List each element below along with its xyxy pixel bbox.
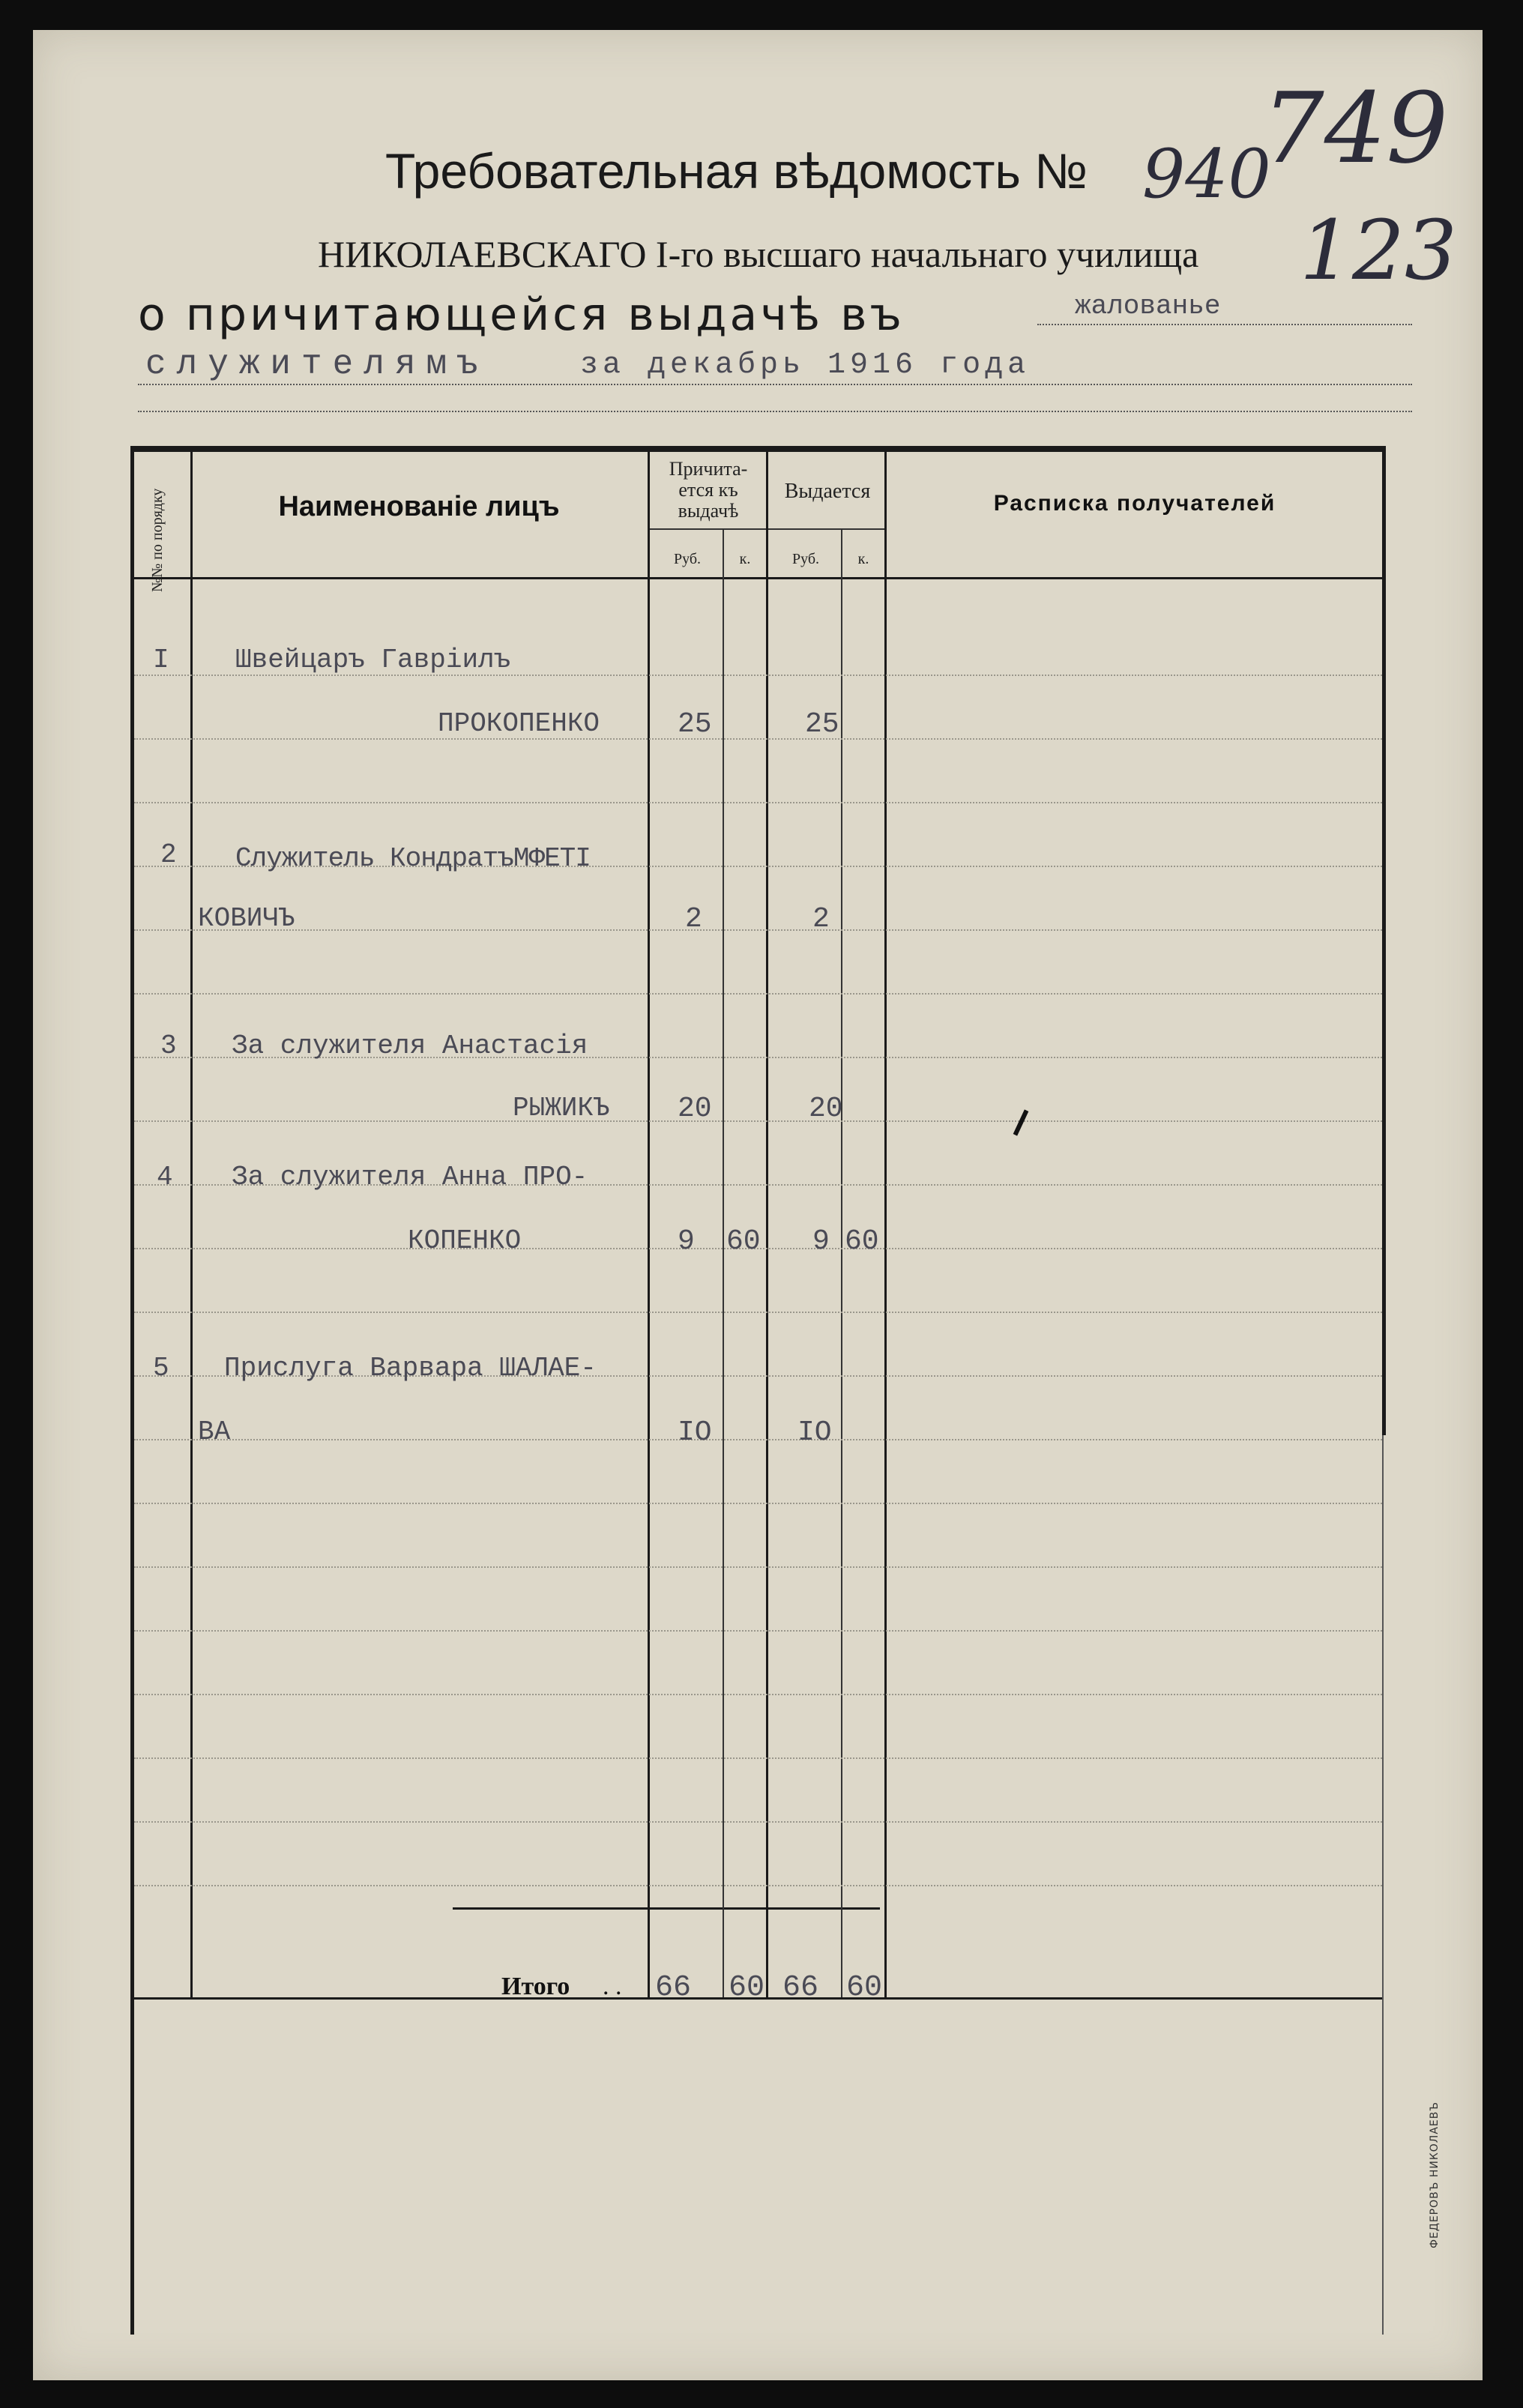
row-name-line1: Швейцаръ Гавріилъ [235,645,511,675]
pen-tick-mark [1013,1109,1029,1135]
total-leader-dots: . . [603,1973,622,2000]
purpose-prefix: о причитающейся выдачѣ въ [138,289,905,341]
row-number: 5 [153,1353,169,1383]
row-due-rub: IO [678,1416,712,1449]
subhead-due-kop: к. [739,551,751,567]
header-col-sign: Расписка получателей [993,491,1276,516]
row-number: I [153,645,169,675]
row-number: 2 [160,839,177,870]
col-line-paid [884,450,887,1997]
purpose-dotline [1037,324,1412,325]
row-paid-rub: 20 [809,1093,843,1125]
header-col-name: Наименованіе лицъ [278,491,560,522]
purpose-typed: жалованье [1075,291,1221,322]
row-due-rub: 25 [678,708,712,740]
document-sheet [33,30,1483,2380]
handwritten-side-number: 123 [1300,202,1457,298]
subhead-due-rub: Руб. [673,551,702,567]
row-due-kop: 60 [726,1225,761,1258]
row-due-rub: 20 [678,1093,712,1125]
subhead-paid-rub: Руб. [791,551,820,567]
header-col-paid: Выдается [784,480,871,503]
school-name: НИКОЛАЕВСКАГО I-го высшаго начальнаго училища [318,233,1199,275]
subhead-paid-kop: к. [857,551,869,567]
header-bottom-rule [134,577,1382,579]
header-col-no: №№ по порядку [149,488,166,592]
row-due-rub: 2 [685,903,702,935]
title-text: Требовательная вѣдомость № [385,143,1088,199]
row-name-line2: РЫЖИКЪ [513,1093,610,1123]
row-paid-rub: 25 [805,708,839,740]
subhead-line-paid [768,528,884,530]
col-line-no [190,450,193,1997]
row-name-line1: За служителя Анна ПРО- [232,1162,588,1192]
document-title [385,142,1150,199]
row-name-line2: ПРОКОПЕНКО [438,708,600,739]
header-col-due: Причита-ется къ выдачѣ [669,458,748,522]
col-line-due [766,450,768,1997]
table-right-border [1382,446,1386,1435]
subhead-line-due [650,528,766,530]
row-paid-kop: 60 [845,1225,879,1258]
row-paid-rub: 9 [812,1225,830,1258]
table-left-border [130,446,134,2335]
printer-mark: ФЕДЕРОВЪ НИКОЛАЕВЪ [1429,2101,1441,2248]
col-line-paid-kop [841,528,842,1997]
row-name-line2: ВА [198,1416,231,1447]
col-line-name [648,450,650,1997]
handwritten-number-large: 749 [1262,71,1449,185]
row-name-line1: За служителя Анастасія [232,1031,588,1061]
period-dotline [138,384,1412,385]
table-right-border-lower [1382,1435,1384,2335]
total-paid-rub: 66 [782,1971,819,2005]
total-rule [453,1907,880,1910]
row-name-line2: КОВИЧЪ [198,903,295,934]
row-paid-rub: IO [797,1416,832,1449]
total-due-kop: 60 [729,1971,765,2005]
period-typed: за декабрь 1916 года [580,348,1031,382]
row-number: 4 [157,1162,173,1192]
row-number: 3 [160,1031,177,1061]
row-name-line1: Прислуга Варвара ШАЛАЕ- [224,1353,597,1383]
total-due-rub: 66 [655,1971,692,2005]
blank-dotline [138,411,1412,412]
row-name-line1: Служитель КондратъМФЕТІ [235,843,591,874]
recipients-typed: служителямъ [145,345,489,384]
total-paid-kop: 60 [846,1971,883,2005]
handwritten-number: 940 [1142,135,1271,214]
row-due-rub: 9 [678,1225,695,1258]
row-name-line2: КОПЕНКО [408,1225,522,1256]
table-top-border [130,446,1386,452]
row-paid-rub: 2 [812,903,830,935]
col-line-due-kop [723,528,724,1997]
total-label: Итого [501,1973,570,2000]
